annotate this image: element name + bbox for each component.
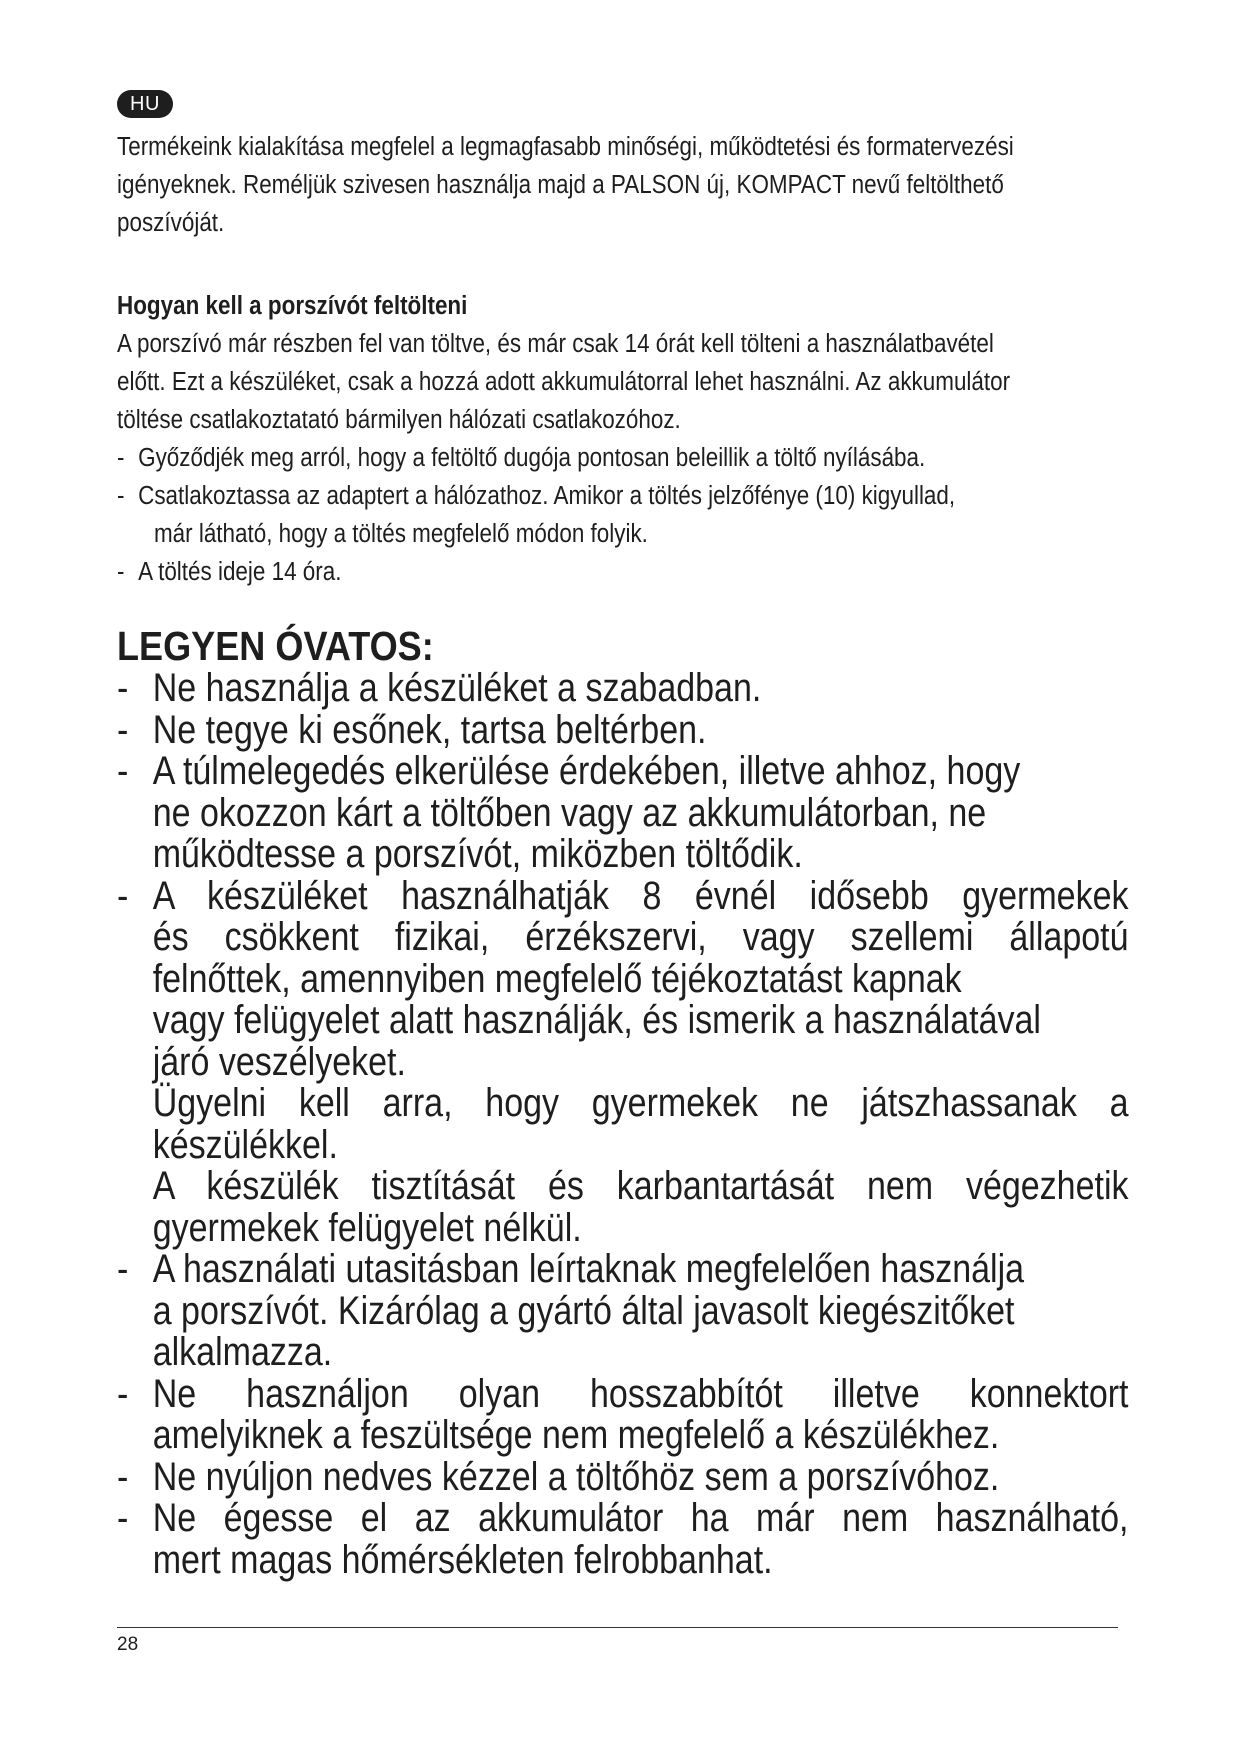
bullet-dash: - (117, 666, 129, 710)
bullet-dash: - (117, 444, 125, 472)
bullet-continuation: Ügyelni kell arra, hogy gyermekek ne játszhassanak a (152, 1081, 1129, 1125)
bullet-continuation: a porszívót. Kizárólag a gyártó által javasolt kiegészitőket (152, 1288, 1015, 1333)
bullet-continuation: alkalmazza. (152, 1330, 333, 1374)
charging-bullet (117, 439, 1076, 477)
bullet-text: Ne használja a készüléket a szabadban. (152, 666, 762, 710)
bullet-dash: - (117, 1496, 129, 1540)
bullet-continuation: ne okozzon kárt a töltőben vagy az akkumulátorban, ne (152, 790, 987, 835)
bullet-dash: - (117, 558, 125, 586)
bullet-continuation: járó veszélyeket. (152, 1039, 406, 1084)
bullet-continuation: már látható, hogy a töltés megfelelő módon folyik. (153, 520, 648, 548)
warning-bullet (117, 668, 1129, 710)
intro-line: igényeknek. Reméljük szivesen használja majd a PALSON új, KOMPACT nevű feltölthető (117, 171, 1004, 199)
bullet-continuation: mert magas hőmérsékleten felrobbanhat. (152, 1537, 773, 1582)
bullet-dash: - (117, 482, 125, 510)
bullet-continuation: készülékkel. (152, 1122, 338, 1167)
bullet-text: A töltés ideje 14 óra. (138, 558, 342, 586)
bullet-text: Ne használjon olyan hosszabbítót illetve konnektort (152, 1371, 1129, 1416)
bullet-continuation: felnőttek, amennyiben megfelelő téjékoztatást kapnak (152, 956, 962, 1001)
warning-bullet (117, 873, 1129, 918)
charging-bullet (117, 477, 1076, 515)
bullet-continuation: vagy felügyelet alatt használják, és ismerik a használatával (152, 998, 1041, 1042)
bullet-text: Csatlakoztassa az adaptert a hálózathoz. Amikor a töltés jelzőfénye (10) kigyullad, (138, 482, 956, 510)
charging-line: előtt. Ezt a készüléket, csak a hozzá adott akkumulátorral lehet használni. Az akkumulátor (117, 368, 1011, 396)
intro-line: poszívóját. (117, 209, 225, 237)
warning-title: LEGYEN ÓVATOS: (117, 623, 434, 669)
bullet-text: A készüléket használhatják 8 évnél idősebb gyermekek (152, 873, 1129, 918)
bullet-dash: - (117, 1371, 129, 1416)
bullet-dash: - (117, 707, 129, 752)
charging-section (117, 287, 1076, 591)
charging-bullet (117, 553, 1076, 591)
bullet-continuation: és csökkent fizikai, érzékszervi, vagy szellemi állapotú (152, 915, 1129, 959)
intro-paragraph (117, 128, 1076, 242)
bullet-continuation: amelyiknek a feszültsége nem megfelelő a készülékhez. (152, 1413, 1000, 1457)
warning-bullet (117, 1454, 1129, 1499)
charging-line: töltése csatlakoztatató bármilyen hálózati csatlakozóhoz. (117, 406, 681, 434)
warning-section (117, 624, 1241, 1581)
bullet-text: Ne égesse el az akkumulátor ha már nem használható, (152, 1496, 1129, 1540)
bullet-text: A használati utasitásban leírtaknak megfelelően használja (152, 1247, 1025, 1291)
page-number: 28 (117, 1634, 139, 1655)
warning-bullet (117, 707, 1129, 752)
warning-bullet (117, 1498, 1129, 1540)
warning-list (117, 668, 1129, 1581)
bullet-dash: - (117, 749, 129, 793)
bullet-dash: - (117, 1454, 129, 1499)
bullet-text: Győződjék meg arról, hogy a feltöltő dugója pontosan beleillik a töltő nyílásába. (138, 444, 926, 472)
bullet-text: Ne nyúljon nedves kézzel a töltőhöz sem a porszívóhoz. (152, 1454, 1000, 1499)
warning-bullet (117, 1249, 1129, 1291)
bullet-text: Ne tegye ki esőnek, tartsa beltérben. (152, 707, 707, 752)
charging-heading: Hogyan kell a porszívót feltölteni (117, 292, 468, 320)
footer-divider (117, 1627, 1118, 1628)
warning-bullet (117, 1371, 1129, 1416)
bullet-continuation: működtesse a porszívót, miközben töltődik. (152, 832, 803, 876)
bullet-dash: - (117, 873, 129, 918)
bullet-continuation: gyermekek felügyelet nélkül. (152, 1205, 582, 1250)
charging-line: A porszívó már részben fel van töltve, és már csak 14 órát kell tölteni a használatbavétel (117, 330, 994, 358)
intro-line: Termékeink kialakítása megfelel a legmagfasabb minőségi, működtetési és formatervezési (117, 133, 1014, 161)
warning-bullet (117, 751, 1129, 793)
language-badge: HU (117, 90, 173, 118)
bullet-dash: - (117, 1247, 129, 1291)
bullet-continuation: A készülék tisztítását és karbantartását nem végezhetik (152, 1164, 1129, 1208)
bullet-text: A túlmelegedés elkerülése érdekében, illetve ahhoz, hogy (152, 749, 1021, 793)
